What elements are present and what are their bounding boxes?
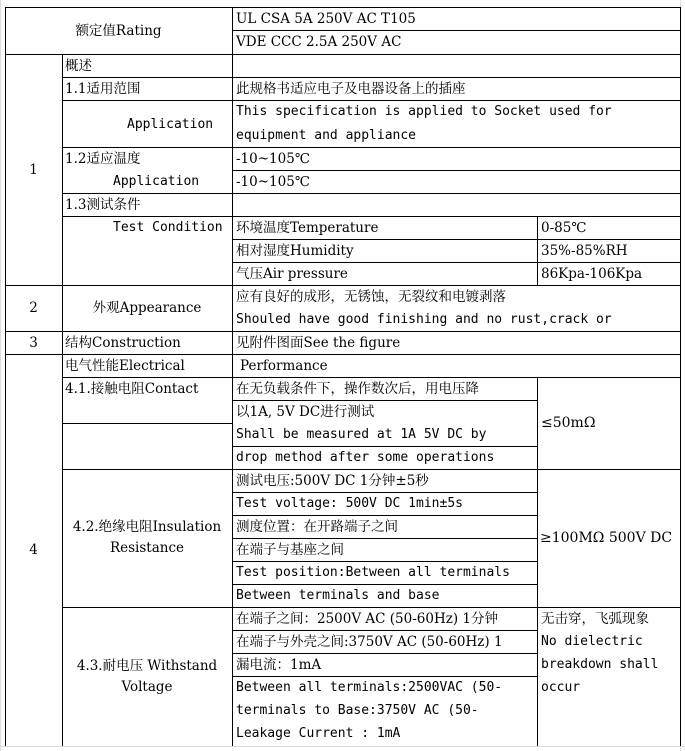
scope-value-en-2: equipment and appliance xyxy=(236,128,417,143)
rating-ul-csa: UL CSA 5A 250V AC T105 xyxy=(236,11,416,27)
rating-vde-ccc: VDE CCC 2.5A 250V AC xyxy=(236,34,402,50)
section-2-number: 2 xyxy=(29,300,38,316)
withstand-line-2: 在端子与外壳之间:3750V AC (50-60Hz) 1 xyxy=(236,634,503,650)
contact-spec: ≤50mΩ xyxy=(541,415,596,431)
scope-value-cn: 此规格书适应电子及电器设备上的插座 xyxy=(236,81,466,97)
temp-value-1: -10~105℃ xyxy=(236,151,310,167)
insulation-line-3: 测度位置：在开路端子之间 xyxy=(236,519,398,535)
withstand-spec-3: breakdown shall xyxy=(541,657,659,672)
temp-label-en: Application xyxy=(113,174,200,189)
insulation-spec: ≥100MΩ 500V DC xyxy=(540,530,673,546)
test-temperature-value: 0-85℃ xyxy=(541,220,587,236)
section-3-number: 3 xyxy=(29,335,38,351)
electrical-title: 电气性能Electrical xyxy=(65,358,185,374)
appearance-value-cn: 应有良好的成形，无锈蚀，无裂纹和电镀剥落 xyxy=(236,289,506,305)
insulation-line-1: 测试电压:500V DC 1分钟±5秒 xyxy=(236,473,429,489)
temp-label: 1.2适应温度 xyxy=(65,151,141,167)
test-temperature-name: 环境温度Temperature xyxy=(236,220,379,236)
withstand-spec-4: occur xyxy=(541,680,581,695)
withstand-line-1: 在端子之间：2500V AC (50-60Hz) 1分钟 xyxy=(236,611,498,627)
contact-line-4: drop method after some operations xyxy=(236,450,495,465)
withstand-line-4: Between all terminals:2500VAC (50- xyxy=(236,680,503,695)
withstand-line-3: 漏电流：1mA xyxy=(236,657,322,673)
temp-value-2: -10~105℃ xyxy=(236,174,310,190)
scope-value-en-1: This specification is applied to Socket used for xyxy=(236,104,612,119)
scope-label: 1.1适用范围 xyxy=(65,81,141,97)
withstand-label-2: Voltage xyxy=(121,679,173,695)
contact-line-3: Shall be measured at 1A 5V DC by xyxy=(236,427,487,442)
insulation-line-4: 在端子与基座之间 xyxy=(236,542,344,558)
rating-label: 额定值Rating xyxy=(75,23,162,39)
test-humidity-value: 35%-85%RH xyxy=(541,243,628,259)
withstand-label-1: 4.3.耐电压 Withstand xyxy=(76,658,218,674)
withstand-spec-2: No dielectric xyxy=(541,634,643,649)
construction-value: 见附件图面See the figure xyxy=(236,335,401,351)
electrical-title-performance: Performance xyxy=(240,358,328,374)
insulation-label-2: Resistance xyxy=(109,540,185,556)
contact-label: 4.1.接触电阻Contact xyxy=(65,381,199,397)
insulation-label-1: 4.2.绝缘电阻Insulation xyxy=(72,519,222,535)
test-condition-label-en: Test Condition xyxy=(113,220,223,235)
insulation-line-6: Between terminals and base xyxy=(236,588,440,603)
withstand-line-6: Leakage Current : 1mA xyxy=(236,726,401,741)
withstand-spec-1: 无击穿，飞弧现象 xyxy=(541,611,649,627)
contact-line-1: 在无负载条件下，操作数次后，用电压降 xyxy=(236,381,479,397)
section-1-number: 1 xyxy=(29,162,38,178)
insulation-line-2: Test voltage: 500V DC 1min±5s xyxy=(236,496,463,511)
section-1-title: 概述 xyxy=(65,58,92,74)
appearance-value-en: Shouled have good finishing and no rust,crack or xyxy=(236,312,612,327)
construction-label: 结构Construction xyxy=(65,335,181,351)
withstand-line-5: terminals to Base:3750V AC (50- xyxy=(236,703,479,718)
test-condition-label: 1.3测试条件 xyxy=(65,197,141,213)
contact-line-2: 以1A, 5V DC进行测试 xyxy=(236,404,375,420)
test-pressure-name: 气压Air pressure xyxy=(236,266,348,282)
appearance-label: 外观Appearance xyxy=(92,300,202,316)
test-pressure-value: 86Kpa-106Kpa xyxy=(541,266,643,282)
scope-label-en: Application xyxy=(127,117,214,132)
test-humidity-name: 相对湿度Humidity xyxy=(236,243,354,259)
section-4-number: 4 xyxy=(29,542,38,558)
insulation-line-5: Test position:Between all terminals xyxy=(236,565,510,580)
